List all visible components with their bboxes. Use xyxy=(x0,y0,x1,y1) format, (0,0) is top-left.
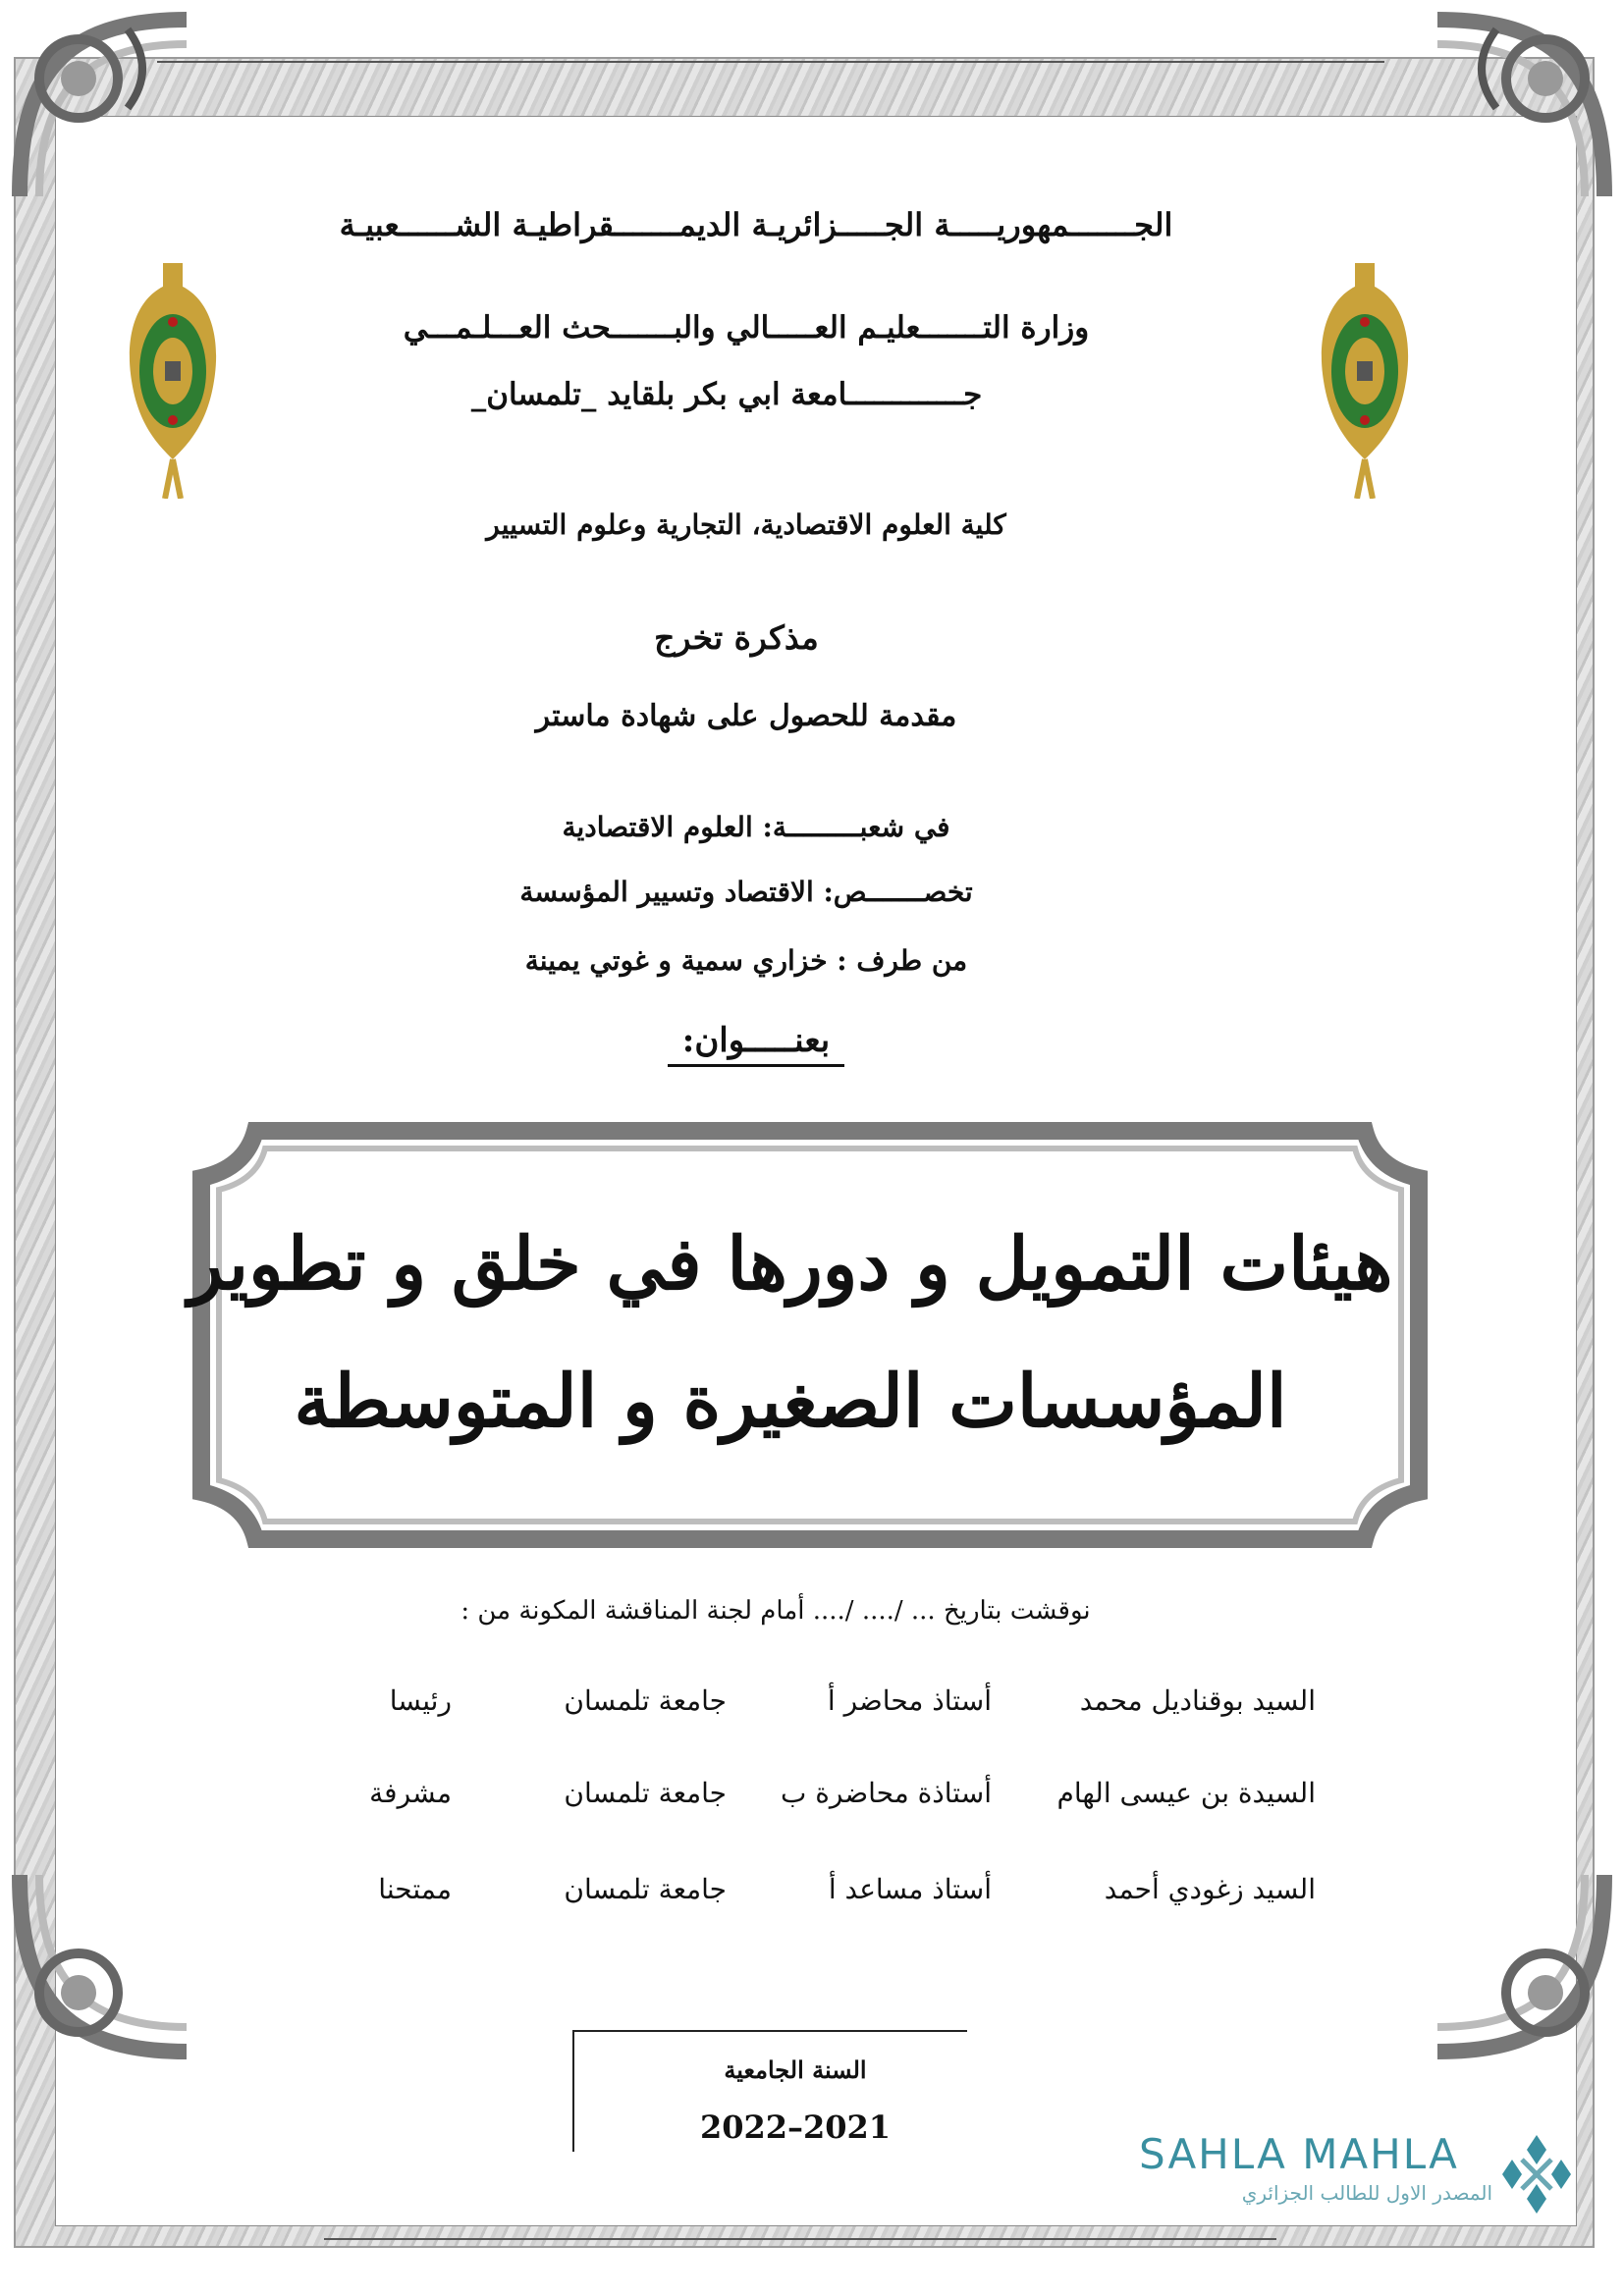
thesis-type: مذكرة تخرج xyxy=(654,618,819,657)
jury-rank: أستاذة محاضرة ب xyxy=(780,1777,992,1809)
defense-intro: نوقشت بتاريخ ... /.... /.... أمام لجنة المناقشة المكونة من : xyxy=(460,1596,1091,1626)
jury-institution: جامعة تلمسان xyxy=(564,1684,727,1717)
title-label: بعنـــــوان: xyxy=(668,1021,844,1067)
academic-year-label: السنة الجامعية xyxy=(724,2056,867,2084)
ornament-top-right-icon xyxy=(1398,0,1624,226)
university-seal-right-icon xyxy=(1316,263,1414,499)
jury-institution: جامعة تلمسان xyxy=(564,1777,727,1809)
university-name: جـــــــــــــامعة ابي بكر بلقايد _تلمسان_ xyxy=(470,377,983,412)
jury-row xyxy=(353,1873,1316,1922)
ornament-bottom-right-icon xyxy=(1398,1845,1624,2071)
republic-name: الجـــــــمهوريـــــة الجـــــزائريـة الديمـــــــقراطيـة الشــــــعبيـة xyxy=(339,206,1173,243)
sahla-mahla-logo xyxy=(1139,2130,1600,2218)
title-frame xyxy=(187,1119,1434,1551)
logo-tagline: المصدر الاول للطالب الجزائري xyxy=(1241,2181,1492,2205)
ornament-top-left-icon xyxy=(0,0,226,226)
faculty-name: كلية العلوم الاقتصادية، التجارية وعلوم التسيير xyxy=(486,508,1006,541)
thesis-authors: من طرف : خزاري سمية و غوتي يمينة xyxy=(524,944,968,977)
academic-year-value: 2022–2021 xyxy=(699,2109,892,2146)
jury-role: مشرفة xyxy=(369,1777,452,1809)
thesis-purpose: مقدمة للحصول على شهادة ماستر xyxy=(535,699,957,733)
jury-row xyxy=(353,1684,1316,1734)
jury-rank: أستاذ محاضر أ xyxy=(827,1684,992,1717)
ministry-name: وزارة التـــــــعليـم العـــــالي والبـــــــحث العـــلـمـــي xyxy=(403,310,1090,346)
jury-row xyxy=(353,1777,1316,1826)
jury-role: ممتحنا xyxy=(378,1873,452,1905)
thesis-title-line-2: المؤسسات الصغيرة و المتوسطة xyxy=(294,1360,1287,1444)
logo-brand: SAHLA MAHLA xyxy=(1139,2130,1459,2178)
thesis-specialty: تخصـــــــص: الاقتصاد وتسيير المؤسسة xyxy=(519,876,973,908)
ornament-bottom-left-icon xyxy=(0,1845,226,2071)
jury-name: السيدة بن عيسى الهام xyxy=(1056,1777,1316,1809)
jury-name: السيد بوقناديل محمد xyxy=(1079,1684,1316,1717)
top-border-rule xyxy=(157,61,1384,63)
bottom-border-rule xyxy=(324,2238,1276,2240)
logo-emblem-icon xyxy=(1492,2130,1581,2218)
thesis-branch: في شعبـــــــــة: العلوم الاقتصادية xyxy=(562,811,950,843)
university-seal-left-icon xyxy=(124,263,222,499)
jury-role: رئيسا xyxy=(389,1684,452,1717)
jury-rank: أستاذ مساعد أ xyxy=(828,1873,992,1905)
thesis-title-line-1: هيئات التمويل و دورها في خلق و تطوير xyxy=(188,1222,1393,1307)
jury-name: السيد زغودي أحمد xyxy=(1104,1873,1316,1905)
jury-institution: جامعة تلمسان xyxy=(564,1873,727,1905)
